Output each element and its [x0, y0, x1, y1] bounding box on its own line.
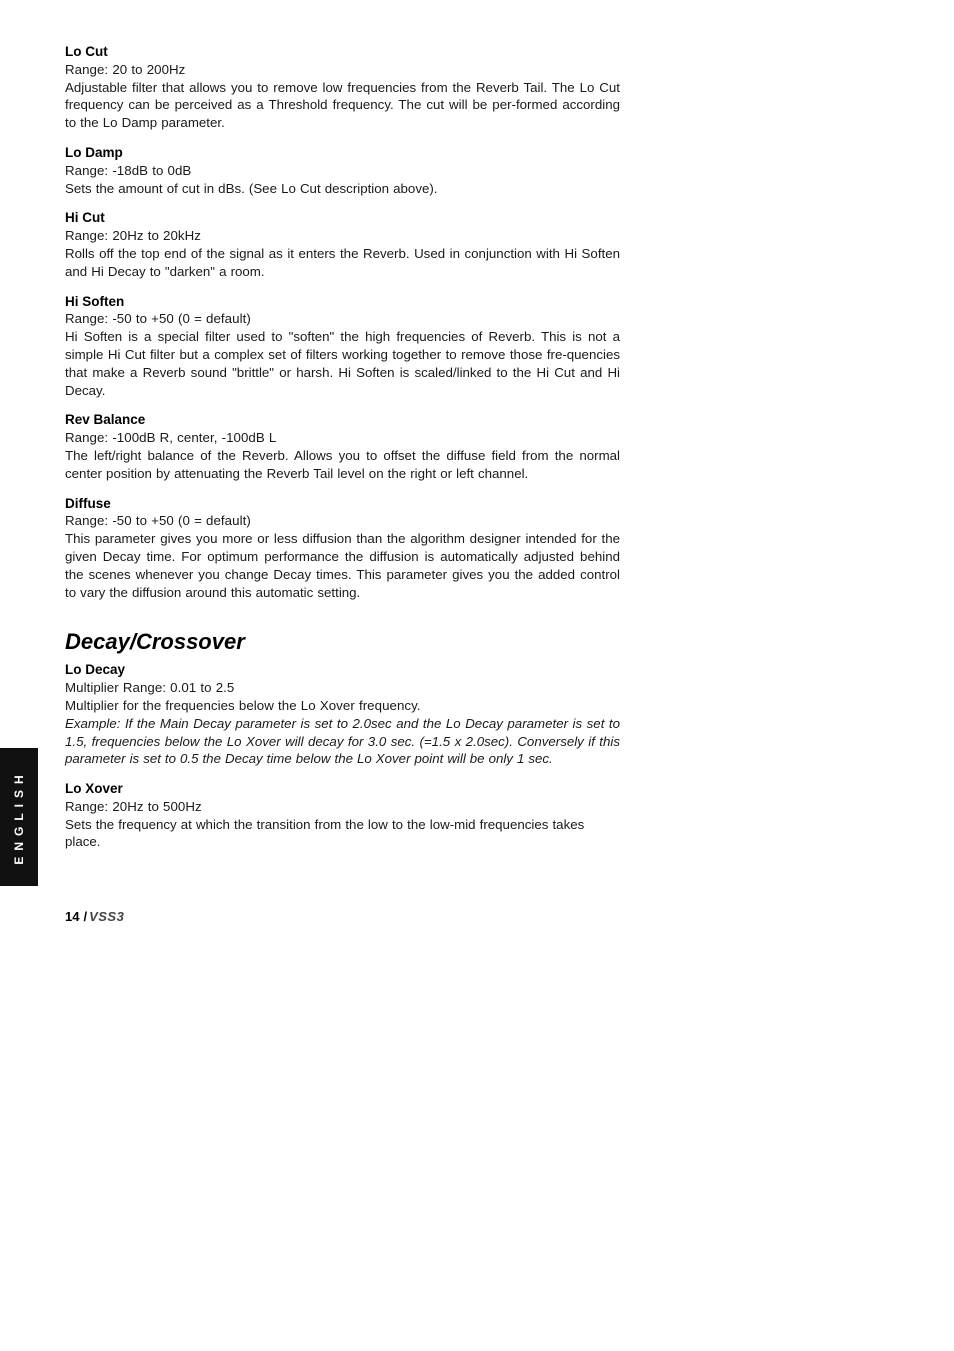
param-description: Hi Soften is a special filter used to "soften" the high frequencies of Reverb. This is not a simple Hi Cut filter but a complex set of filters working together to remove those fre-quencies that make a Reverb sound "brittle" or harsh. Hi Soften is scaled/linked to the Hi Cut and Hi Decay. [65, 329, 620, 398]
param-range: Range: -50 to +50 (0 = default) [65, 513, 251, 529]
param-description: Multiplier for the frequencies below the Lo Xover frequency. [65, 697, 421, 713]
param-hi-soften [65, 293, 620, 400]
param-title: Lo Decay [65, 662, 126, 678]
param-lo-damp [65, 144, 620, 197]
param-range: Multiplier Range: 0.01 to 2.5 [65, 680, 235, 696]
param-description: The left/right balance of the Reverb. Allows you to offset the diffuse field from the normal center position by attenuating the Reverb Tail level on the right or left channel. [65, 447, 620, 481]
page-content [65, 43, 620, 863]
param-title: Hi Cut [65, 210, 105, 226]
param-description: Rolls off the top end of the signal as it enters the Reverb. Used in conjunction with Hi Soften and Hi Decay to "darken" a room. [65, 245, 620, 279]
param-title: Diffuse [65, 495, 111, 511]
param-description: Sets the frequency at which the transition from the low to the low-mid frequencies takes place. [65, 816, 585, 850]
param-title: Rev Balance [65, 412, 146, 428]
param-example: Example: If the Main Decay parameter is set to 2.0sec and the Lo Decay parameter is set to 1.5, frequencies below the Lo Xover will decay for 3.0 sec. (=1.5 x 2.0sec). Conversely if this parameter is set to 0.5 the Decay time below the Lo Xover point will be only 1 sec. [65, 715, 620, 767]
param-rev-balance [65, 411, 620, 482]
param-description: This parameter gives you more or less diffusion than the algorithm designer intended for the given Decay time. For optimum performance the diffusion is automatically adjusted behind the scenes whenever you change Decay times. This parameter gives you the added control to vary the diffusion around this automatic setting. [65, 531, 620, 600]
language-side-tab [0, 748, 38, 886]
param-range: Range: 20 to 200Hz [65, 61, 186, 77]
page-footer [65, 909, 124, 924]
param-title: Lo Xover [65, 781, 123, 797]
param-title: Lo Damp [65, 144, 123, 160]
param-lo-cut [65, 43, 620, 132]
param-hi-cut [65, 209, 620, 280]
param-title: Lo Cut [65, 44, 108, 59]
section-heading-decay-crossover: Decay/Crossover [65, 629, 245, 655]
param-diffuse [65, 495, 620, 602]
param-description: Sets the amount of cut in dBs. (See Lo Cut description above). [65, 180, 438, 196]
param-range: Range: 20Hz to 500Hz [65, 798, 202, 814]
param-range: Range: 20Hz to 20kHz [65, 228, 201, 244]
footer-separator: / [83, 909, 88, 924]
param-description: Adjustable filter that allows you to remove low frequencies from the Reverb Tail. The Lo Cut frequency can be perceived as a Threshold frequency. The cut will be per-formed according to the Lo Damp parameter. [65, 79, 620, 131]
product-name: VSS3 [89, 909, 125, 924]
param-lo-decay [65, 661, 620, 768]
language-label: ENGLISH [12, 769, 26, 865]
param-title: Hi Soften [65, 293, 125, 309]
page-number: 14 [65, 909, 80, 924]
param-range: Range: -18dB to 0dB [65, 162, 192, 178]
param-range: Range: -100dB R, center, -100dB L [65, 430, 277, 446]
param-range: Range: -50 to +50 (0 = default) [65, 311, 251, 327]
param-lo-xover [65, 780, 620, 851]
